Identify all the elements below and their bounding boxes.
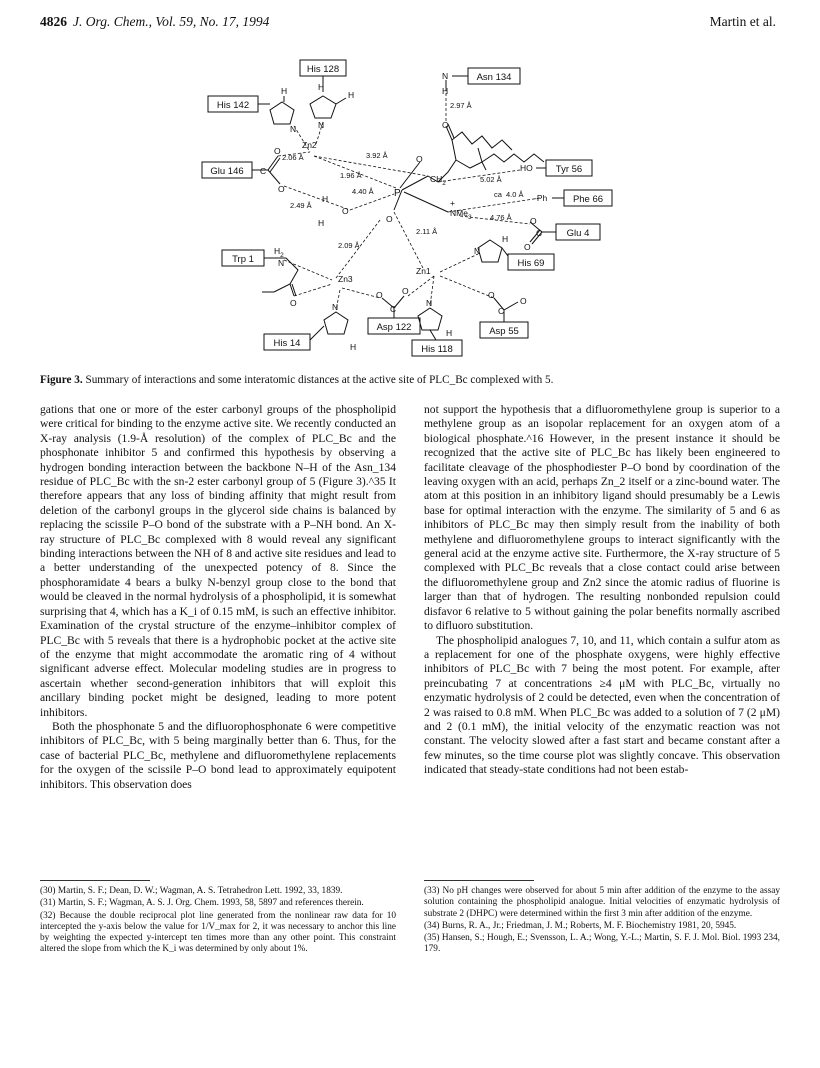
atom-n-his14: N bbox=[332, 302, 339, 312]
atom-o-asp55b: O bbox=[520, 296, 527, 306]
footnote: (30) Martin, S. F.; Dean, D. W.; Wagman, A. S. Tetrahedron Lett. 1992, 33, 1839. bbox=[40, 886, 343, 896]
atom-o-asn: O bbox=[442, 120, 449, 130]
label-trp1: Trp 1 bbox=[232, 254, 254, 265]
atom-c-asp55: C bbox=[498, 306, 505, 316]
label-his128: His 128 bbox=[306, 64, 340, 75]
atom-h-water: H bbox=[322, 194, 329, 204]
caption-text: Summary of interactions and some interatomic distances at the active site of PLC_Bc complexed with 5. bbox=[85, 374, 554, 386]
atom-o-glu146b: O bbox=[278, 184, 285, 194]
label-phe66: Phe 66 bbox=[572, 194, 604, 205]
atom-n-trp: N bbox=[278, 258, 285, 268]
dist-4-76: 4.76 Å bbox=[490, 213, 512, 222]
footnote-rule-left bbox=[40, 880, 150, 881]
atom-h-his128b: H bbox=[348, 90, 355, 100]
label-glu146: Glu 146 bbox=[210, 166, 244, 177]
left-column bbox=[40, 403, 396, 792]
atom-o-p: O bbox=[416, 154, 423, 164]
footnote: (35) Hansen, S.; Hough, E.; Svensson, L. A.; Wong, Y.-L.; Martin, S. F. J. Mol. Biol. 1993 234, 179. bbox=[424, 933, 780, 955]
dist-4-0: 4.0 Å bbox=[506, 190, 524, 199]
paragraph: gations that one or more of the ester carbonyl groups of the phospholipid were critical for binding to the enzyme active site. We recently conducted an X-ray analysis (1.9-Å resolution) of the complex of PLC_Bc and the phosphonate inhibitor 5 and confirmed this hypothesis by observing a hydrogen bonding interaction between the backbone N–H of the Asn_134 residue of PLC_Bc with the sn-2 ester carbonyl group of 5 (Figure 3).^35 It therefore appears that any loss of binding affinity that might result from deletion of the carbonyl groups in the glycerol side chains is balanced by replacing the scissile P–O bond of the substrate with a P–NH bond. An X-ray structure of PLC_Bc complexed with 8 would reveal any significant binding interactions between the NH of 8 and active site residues and lead to a better understanding of the unexpected potency of 8. Since the phosphoramidate 4 bears a bulky N-benzyl group close to the bond that would be cleaved in the normal hydrolysis of a phospholipid, it is somewhat surprising that 4, which has a K_i of 0.15 mM, is such an effective inhibitor. Examination of the crystal structure of the enzyme–inhibitor complex of PLC_Bc with 5 reveals that there is a hydrophobic pocket at the active site of the enzyme that might accommodate the aromatic ring of 4 without significant adverse effect. Molecular modeling studies are in progress to ascertain whether second-generation inhibitors that will exploit this ancillary binding pocket might be designed, leading to more potent inhibitors. bbox=[40, 403, 396, 719]
dist-2-49: 2.49 Å bbox=[290, 201, 312, 210]
atom-ph: -Ph bbox=[534, 193, 548, 203]
label-his142: His 142 bbox=[216, 100, 250, 111]
label-glu4: Glu 4 bbox=[566, 228, 590, 239]
footnote: (34) Burns, R. A., Jr.; Friedman, J. M.; Roberts, M. F. Biochemistry 1981, 20, 5945. bbox=[424, 920, 737, 931]
atom-n-his128: N bbox=[318, 120, 325, 130]
dist-5-02: 5.02 Å bbox=[480, 175, 502, 184]
atom-n-his69: N bbox=[474, 246, 481, 256]
atom-h-his118: H bbox=[446, 328, 453, 338]
paragraph: not support the hypothesis that a difluoromethylene group is superior to a methylene group as an isopolar replacement for an oxygen atom of a biological phosphate.^16 However, in the present instance it should be recognized that the active site of PLC_Bc has likely been engineered to facilitate cleavage of the phosphodiester P–O bond by coordination of the leaving oxygen with an acid, perhaps Zn_2 itself or a zinc-bound water. The atom at this position in an inhibitory ligand should presumably be a Lewis base for optimal interaction with the enzyme. The similarity of 5 and 6 as inhibitors of PLC_Bc may then simply result from the inability of both methylene and difluoromethylene groups to interact significantly with the general acid at the enzyme active site. Furthermore, the X-ray structure of 5 complexed with PLC_Bc reveals that a close contact could arise between the difluoromethylene group and Zn2 since the atomic radius of fluorine is larger than that of hydrogen. The resulting nonbonded repulsion could disfavor 6 relative to 5 without gaining the polar benefits normally ascribed to difluoro substitution. bbox=[424, 403, 780, 633]
label-his14: His 14 bbox=[273, 338, 301, 349]
running-authors: Martin et al. bbox=[709, 14, 776, 29]
footnotes-right bbox=[424, 886, 780, 957]
right-column bbox=[424, 403, 780, 778]
footnote: (33) No pH changes were observed for about 5 min after addition of the enzyme to the assay solution containing the phospholipid analogue. Initial velocities of enzymatic hydrolysis of substrate 2 (DHPC) were determined within the first 3 min after addition of the enzyme. bbox=[424, 886, 780, 919]
atom-c-asp122: C bbox=[390, 304, 397, 314]
atom-o-glu4b: O bbox=[524, 242, 531, 252]
atom-o-glu4: O bbox=[530, 216, 537, 226]
journal-citation: J. Org. Chem., Vol. 59, No. 17, 1994 bbox=[73, 14, 270, 29]
footnotes-left bbox=[40, 886, 396, 957]
figure-caption bbox=[40, 373, 780, 387]
dist-2-09: 2.09 Å bbox=[338, 241, 360, 250]
atom-c-glu4: C bbox=[536, 228, 543, 238]
dist-ca: ca bbox=[494, 190, 502, 199]
atom-o-trp: O bbox=[290, 298, 297, 308]
dist-2-11: 2.11 Å bbox=[416, 227, 438, 236]
label-asp122: Asp 122 bbox=[376, 322, 412, 333]
page-number: 4826 bbox=[40, 14, 67, 29]
label-asp55: Asp 55 bbox=[489, 326, 519, 337]
atom-o-water: O bbox=[342, 206, 349, 216]
footnote: (32) Because the double reciprocal plot line generated from the nonlinear raw data for 10 intercepted the y-axis below the value for 1/V_max for 2, it was necessary to anchor this line by weighting the expected y-intercept ten times more than any other point. This constraint altered the slope from which the K_i was determined by only about 1%. bbox=[40, 910, 396, 955]
dist-2-06: 2.06 Å bbox=[282, 153, 304, 162]
atom-n-his118: N bbox=[426, 298, 433, 308]
atom-p: P bbox=[394, 188, 401, 199]
atom-zn1: Zn1 bbox=[416, 266, 431, 276]
atom-h-his128: H bbox=[318, 82, 325, 92]
atom-h-his142: H bbox=[281, 86, 288, 96]
atom-h-his69: H bbox=[502, 234, 509, 244]
atom-h-asn: H bbox=[442, 86, 449, 96]
atom-h-water2: H bbox=[318, 218, 325, 228]
atom-n-asn: N bbox=[442, 71, 449, 81]
footnote-rule-right bbox=[424, 880, 534, 881]
dist-4-40: 4.40 Å bbox=[352, 187, 374, 196]
label-his118: His 118 bbox=[421, 344, 453, 355]
dist-3-92: 3.92 Å bbox=[366, 151, 388, 160]
paragraph: The phospholipid analogues 7, 10, and 11, which contain a sulfur atom as a replacement for one of the phosphate oxygens, were highly effective inhibitors of PLC_Bc with 7 being the most potent. For example, after preincubating 7 at concentrations ≥4 μM with PLC_Bc, virtually no enzymatic hydrolysis of 2 could be detected, even when the concentration of 2 was raised to 0.8 mM. When PLC_Bc was added to a solution of 7 (2 μM) and 2 (0.1 mM), the initial velocity of the enzymatic reaction was not constant. The velocity slowed after a fast start and became constant after a few minutes, so the time course plot was slightly concave. This observation indicated that steady-state conditions had not been estab- bbox=[424, 633, 780, 777]
caption-label: Figure 3. bbox=[40, 374, 83, 386]
atom-h-his14: H bbox=[350, 342, 357, 352]
atom-n-his142: N bbox=[290, 124, 297, 134]
label-tyr56: Tyr 56 bbox=[555, 164, 583, 175]
atom-nme3-charge: + bbox=[450, 198, 455, 208]
atom-h2: $H_2$ bbox=[274, 246, 284, 259]
page-header bbox=[40, 14, 776, 34]
dist-2-97: 2.97 Å bbox=[450, 101, 472, 110]
footnote: (31) Martin, S. F.; Wagman, A. S. J. Org. Chem. 1993, 58, 5897 and references therein. bbox=[40, 898, 364, 909]
atom-nme3: NMe$_3$ bbox=[450, 208, 472, 221]
header-left bbox=[40, 14, 269, 30]
label-asn134: Asn 134 bbox=[476, 72, 512, 83]
atom-ho: HO bbox=[520, 163, 533, 173]
atom-o-glu146: O bbox=[274, 146, 281, 156]
dist-1-96: 1.96 Å bbox=[340, 171, 362, 180]
atom-o-asp55: O bbox=[488, 290, 495, 300]
paragraph: Both the phosphonate 5 and the difluorophosphonate 6 were competitive inhibitors of PLC_Bc, with 5 being marginally better than 6. Thus, for the case of bacterial PLC_Bc, methylene and difluoromethylene replacements for the oxygen of the scissile P–O bond lead to approximately equipotent inhibitors. This observation does bbox=[40, 719, 396, 791]
atom-ch2: $CH_2$ bbox=[430, 174, 446, 187]
atom-zn2: Zn2 bbox=[302, 140, 317, 150]
atom-o-asp122: O bbox=[376, 290, 383, 300]
atom-zn3: Zn3 bbox=[338, 274, 353, 284]
atom-c-glu146: C bbox=[260, 166, 267, 176]
active-site-figure bbox=[190, 44, 640, 362]
atom-o-asp122b: O bbox=[402, 286, 409, 296]
label-his69: His 69 bbox=[517, 258, 545, 269]
atom-o-p2: O bbox=[386, 214, 393, 224]
